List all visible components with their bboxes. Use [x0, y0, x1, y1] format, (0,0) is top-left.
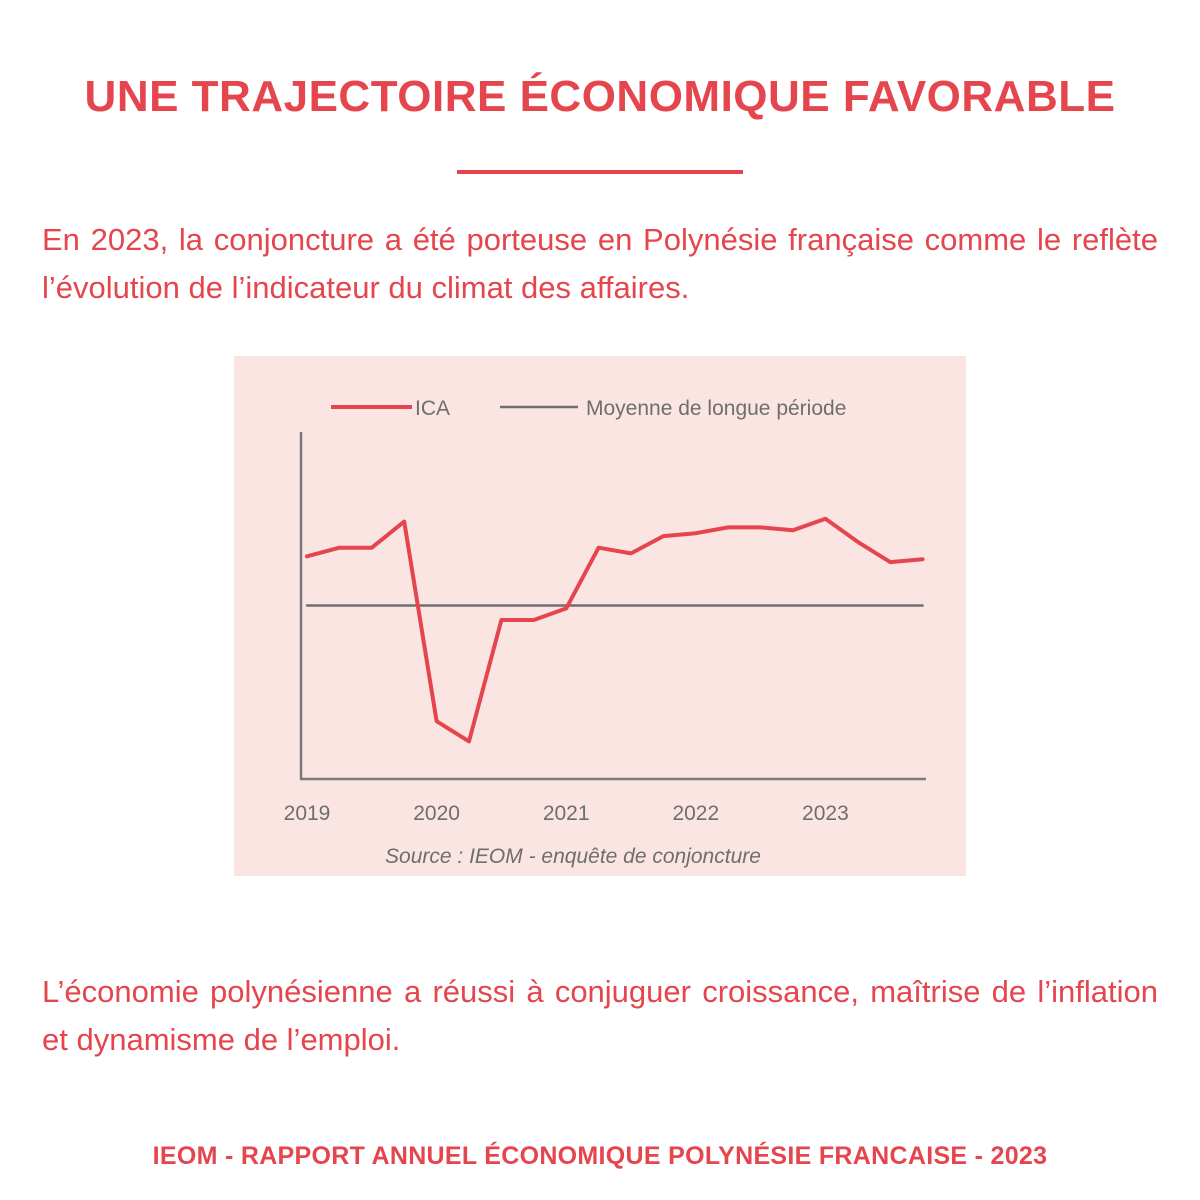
- business-climate-chart: [234, 356, 966, 876]
- conclusion-paragraph: L’économie polynésienne a réussi à conjuguer croissance, maîtrise de l’inflation et dynamisme de l’emploi.: [42, 974, 1158, 1057]
- chart-svg: [234, 356, 966, 876]
- chart-series: [307, 519, 923, 742]
- x-tick-label: 2022: [672, 802, 720, 825]
- x-tick-label: 2020: [413, 802, 460, 825]
- legend-label: Moyenne de longue période: [586, 397, 847, 420]
- footer-text: IEOM - RAPPORT ANNUEL ÉCONOMIQUE POLYNÉSIE FRANCAISE - 2023: [152, 1142, 1048, 1170]
- legend-label: ICA: [415, 397, 451, 420]
- x-tick-label: 2023: [802, 802, 849, 825]
- series-line-ica: [307, 519, 923, 742]
- chart-legend: [331, 397, 846, 420]
- x-tick-label: 2019: [283, 802, 331, 825]
- chart-source: Source : IEOM - enquête de conjoncture: [385, 845, 761, 868]
- page-title: UNE TRAJECTOIRE ÉCONOMIQUE FAVORABLE: [84, 72, 1116, 121]
- intro-paragraph: En 2023, la conjoncture a été porteuse en Polynésie française comme le reflète l’évolution de l’indicateur du climat des affaires.: [42, 222, 1158, 305]
- title-divider: [457, 170, 743, 174]
- x-tick-label: 2021: [542, 802, 590, 825]
- chart-x-ticks: [284, 802, 849, 825]
